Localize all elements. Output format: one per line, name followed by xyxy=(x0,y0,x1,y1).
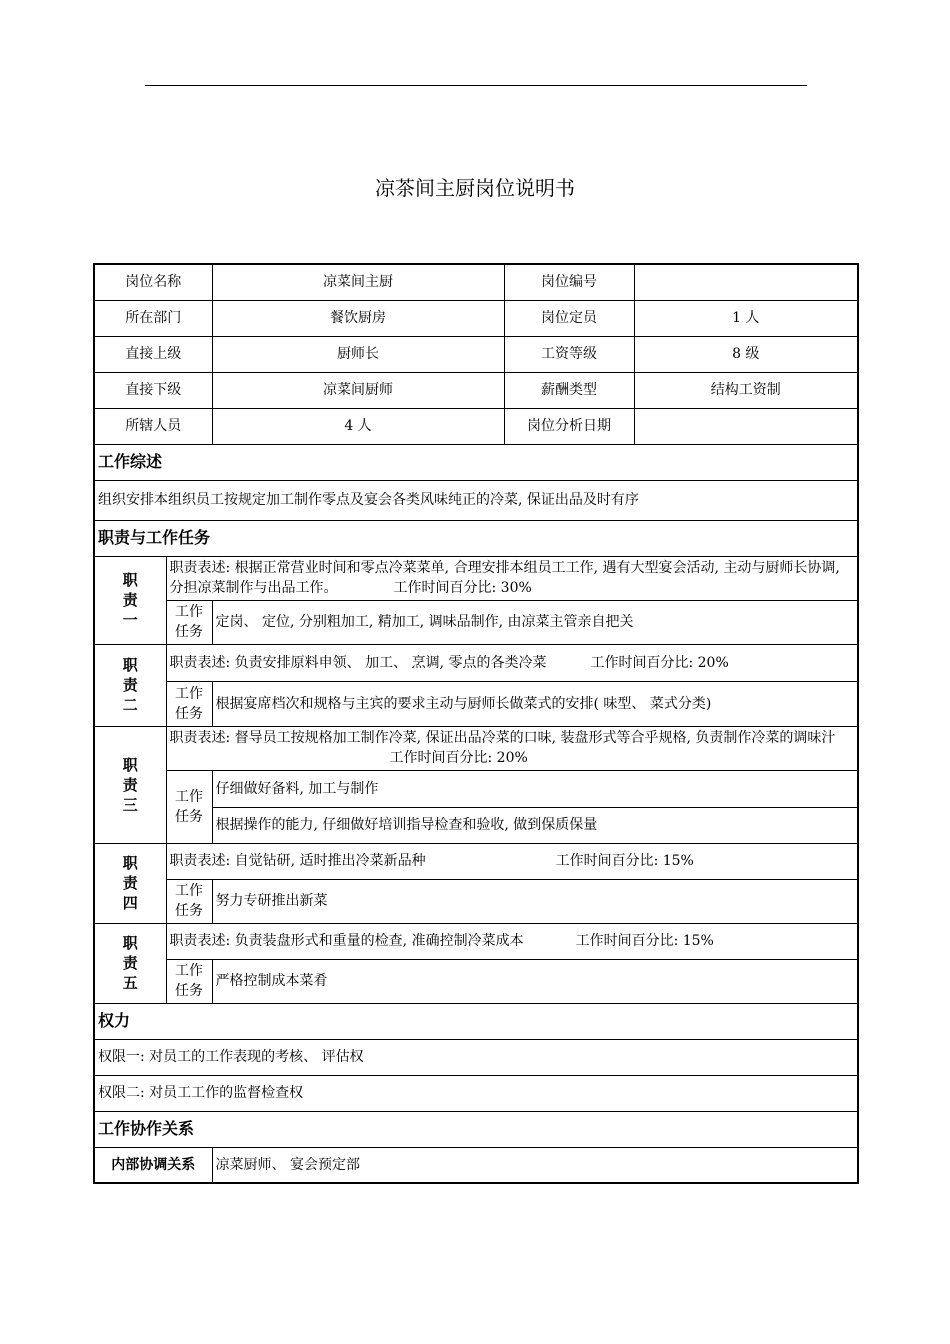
info-row xyxy=(94,336,858,372)
field-value: 4 人 xyxy=(212,408,504,444)
duty-label xyxy=(94,843,166,923)
task-label-text: 工作任务 xyxy=(175,883,203,919)
duty-label-text: 职责四 xyxy=(122,854,138,912)
duty-description xyxy=(166,843,858,879)
duty-description xyxy=(166,923,858,959)
field-value: 厨师长 xyxy=(212,336,504,372)
duty-time-percent: 工作时间百分比: 15% xyxy=(555,853,694,869)
task-text: 努力专研推出新菜 xyxy=(212,879,858,923)
task-label xyxy=(166,959,212,1003)
field-label: 岗位名称 xyxy=(94,264,212,300)
task-text: 定岗、 定位, 分别粗加工, 精加工, 调味品制作, 由凉菜主管亲自把关 xyxy=(212,600,858,644)
duty-label-text: 职责二 xyxy=(122,656,138,714)
field-label: 工资等级 xyxy=(504,336,634,372)
field-label: 岗位定员 xyxy=(504,300,634,336)
duty-time-percent: 工作时间百分比: 20% xyxy=(389,750,528,766)
field-value xyxy=(634,408,858,444)
section-heading-duties: 职责与工作任务 xyxy=(94,520,858,556)
duty-description xyxy=(166,726,858,770)
duty-label xyxy=(94,556,166,644)
task-text: 根据操作的能力, 仔细做好培训指导检查和验收, 做到保质保量 xyxy=(212,807,858,843)
duty-description xyxy=(166,644,858,681)
field-label: 直接下级 xyxy=(94,372,212,408)
info-row xyxy=(94,408,858,444)
internal-relation-value: 凉菜厨师、 宴会预定部 xyxy=(212,1147,858,1183)
duty-time-percent: 工作时间百分比: 20% xyxy=(590,654,729,671)
task-text: 严格控制成本菜肴 xyxy=(212,959,858,1003)
task-label-text: 工作任务 xyxy=(175,604,203,640)
info-row xyxy=(94,264,858,300)
field-label: 岗位编号 xyxy=(504,264,634,300)
field-value: 凉菜间厨师 xyxy=(212,372,504,408)
task-label xyxy=(166,879,212,923)
summary-text: 组织安排本组织员工按规定加工制作零点及宴会各类风味纯正的冷菜, 保证出品及时有序 xyxy=(94,480,858,520)
field-label: 所辖人员 xyxy=(94,408,212,444)
task-text: 仔细做好备料, 加工与制作 xyxy=(212,770,858,807)
info-row xyxy=(94,372,858,408)
duty-label xyxy=(94,726,166,843)
duty-label-text: 职责五 xyxy=(122,934,138,992)
duty-time-percent: 工作时间百分比: 30% xyxy=(393,580,532,596)
field-value: 餐饮厨房 xyxy=(212,300,504,336)
field-value: 8 级 xyxy=(634,336,858,372)
header-rule xyxy=(145,85,807,86)
info-row xyxy=(94,300,858,336)
duty-label xyxy=(94,644,166,726)
field-label: 所在部门 xyxy=(94,300,212,336)
duty-desc-text: 职责表述: 根据正常营业时间和零点冷菜菜单, 合理安排本组员工工作, 遇有大型宴会活动, 主动与厨师长协调, 分担凉菜制作与出品工作。 xyxy=(169,560,840,596)
task-label-text: 工作任务 xyxy=(175,963,203,999)
duty-desc-text: 职责表述: 负责装盘形式和重量的检查, 准确控制冷菜成本 xyxy=(169,933,524,949)
field-value: 结构工资制 xyxy=(634,372,858,408)
task-label xyxy=(166,681,212,726)
task-label xyxy=(166,770,212,843)
task-label-text: 工作任务 xyxy=(175,685,203,722)
section-heading-cooperation: 工作协作关系 xyxy=(94,1111,858,1147)
duty-label-text: 职责三 xyxy=(122,755,138,814)
page-title: 凉茶间主厨岗位说明书 xyxy=(375,176,575,200)
section-heading-authority: 权力 xyxy=(94,1003,858,1039)
task-label-text: 工作任务 xyxy=(175,788,203,825)
section-heading-summary: 工作综述 xyxy=(94,444,858,480)
field-label: 薪酬类型 xyxy=(504,372,634,408)
task-label xyxy=(166,600,212,644)
field-value xyxy=(634,264,858,300)
duty-desc-text: 职责表述: 督导员工按规格加工制作冷菜, 保证出品冷菜的口味, 装盘形式等合乎规格, 负责制作冷菜的调味汁 xyxy=(169,730,836,746)
field-value: 1 人 xyxy=(634,300,858,336)
duty-desc-text: 职责表述: 自觉钻研, 适时推出冷菜新品种 xyxy=(169,853,426,869)
authority-item: 权限二: 对员工工作的监督检查权 xyxy=(94,1075,858,1111)
field-value: 凉菜间主厨 xyxy=(212,264,504,300)
duty-time-percent: 工作时间百分比: 15% xyxy=(575,933,714,949)
duty-desc-text: 职责表述: 负责安排原料申领、 加工、 烹调, 零点的各类冷菜 xyxy=(169,654,547,671)
task-text: 根据宴席档次和规格与主宾的要求主动与厨师长做菜式的安排( 味型、 菜式分类) xyxy=(212,681,858,726)
field-label: 直接上级 xyxy=(94,336,212,372)
duty-label xyxy=(94,923,166,1003)
field-label: 岗位分析日期 xyxy=(504,408,634,444)
job-description-table xyxy=(93,263,859,1184)
duty-description xyxy=(166,556,858,600)
internal-relation-label: 内部协调关系 xyxy=(94,1147,212,1183)
duty-label-text: 职责一 xyxy=(122,571,138,629)
authority-item: 权限一: 对员工的工作表现的考核、 评估权 xyxy=(94,1039,858,1075)
